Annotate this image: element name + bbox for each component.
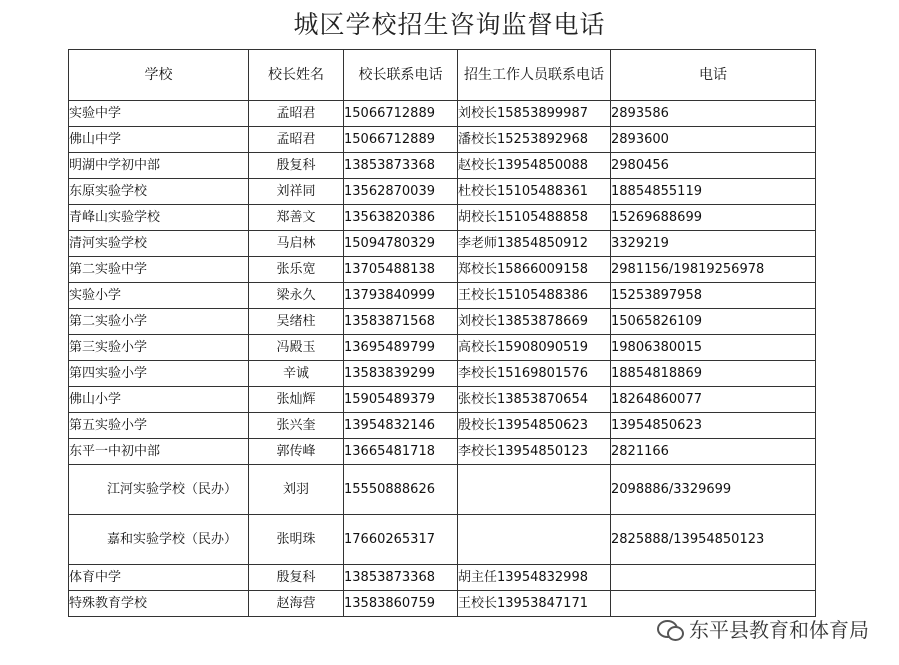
- principal-cell: 郭传峰: [249, 439, 344, 465]
- table-row: [69, 309, 816, 335]
- principal-phone-cell: 15905489379: [344, 387, 458, 413]
- principal-phone-cell: 15066712889: [344, 127, 458, 153]
- table-row: [69, 283, 816, 309]
- tel-cell: 2893600: [611, 127, 816, 153]
- school-cell: 清河实验学校: [69, 231, 249, 257]
- staff-phone-cell: [458, 465, 611, 515]
- tel-cell: 2098886/3329699: [611, 465, 816, 515]
- table-row: [69, 205, 816, 231]
- principal-cell: 辛诚: [249, 361, 344, 387]
- principal-cell: 赵海营: [249, 591, 344, 617]
- principal-cell: 殷复科: [249, 565, 344, 591]
- table-row: [69, 127, 816, 153]
- staff-phone-cell: 杜校长15105488361: [458, 179, 611, 205]
- principal-phone-cell: 13853873368: [344, 153, 458, 179]
- tel-cell: [611, 565, 816, 591]
- school-cell: 第二实验小学: [69, 309, 249, 335]
- tel-cell: 2893586: [611, 101, 816, 127]
- staff-phone-cell: 潘校长15253892968: [458, 127, 611, 153]
- staff-phone-cell: 胡校长15105488858: [458, 205, 611, 231]
- principal-phone-cell: 13695489799: [344, 335, 458, 361]
- principal-cell: 张明珠: [249, 515, 344, 565]
- tel-cell: 2980456: [611, 153, 816, 179]
- tel-cell: 2981156/19819256978: [611, 257, 816, 283]
- school-cell: 东原实验学校: [69, 179, 249, 205]
- staff-phone-cell: 李校长15169801576: [458, 361, 611, 387]
- table-row: [69, 515, 816, 565]
- school-cell-text: 江河实验学校（民办）: [107, 481, 238, 497]
- school-cell: 第三实验小学: [69, 335, 249, 361]
- principal-phone-cell: 15066712889: [344, 101, 458, 127]
- header-staff-phone: 招生工作人员联系电话: [458, 50, 611, 101]
- school-cell: 第二实验中学: [69, 257, 249, 283]
- principal-phone-cell: 13793840999: [344, 283, 458, 309]
- table-row: [69, 257, 816, 283]
- school-cell: 特殊教育学校: [69, 591, 249, 617]
- watermark: [657, 614, 869, 643]
- principal-cell: 郑善文: [249, 205, 344, 231]
- principal-phone-cell: 15550888626: [344, 465, 458, 515]
- staff-phone-cell: 刘校长13853878669: [458, 309, 611, 335]
- school-cell: 东平一中初中部: [69, 439, 249, 465]
- table-row: [69, 591, 816, 617]
- table-row: [69, 465, 816, 515]
- school-cell: 明湖中学初中部: [69, 153, 249, 179]
- principal-phone-cell: 15094780329: [344, 231, 458, 257]
- header-row: [69, 50, 816, 101]
- table-row: [69, 335, 816, 361]
- staff-phone-cell: 刘校长15853899987: [458, 101, 611, 127]
- tel-cell: 2821166: [611, 439, 816, 465]
- principal-cell: 冯殿玉: [249, 335, 344, 361]
- table-row: [69, 231, 816, 257]
- principal-cell: 张兴奎: [249, 413, 344, 439]
- staff-phone-cell: 赵校长13954850088: [458, 153, 611, 179]
- principal-phone-cell: 13665481718: [344, 439, 458, 465]
- principal-cell: 吴绪柱: [249, 309, 344, 335]
- table-row: [69, 413, 816, 439]
- school-cell: 青峰山实验学校: [69, 205, 249, 231]
- principal-phone-cell: 13705488138: [344, 257, 458, 283]
- header-principal-phone: 校长联系电话: [344, 50, 458, 101]
- table-row: [69, 361, 816, 387]
- tel-cell: 18854818869: [611, 361, 816, 387]
- table-row: [69, 153, 816, 179]
- tel-cell: 18854855119: [611, 179, 816, 205]
- school-cell: 佛山小学: [69, 387, 249, 413]
- principal-cell: 张灿辉: [249, 387, 344, 413]
- school-cell-text: 嘉和实验学校（民办）: [107, 531, 238, 547]
- tel-cell: 19806380015: [611, 335, 816, 361]
- table-row: [69, 387, 816, 413]
- staff-phone-cell: 李校长13954850123: [458, 439, 611, 465]
- header-school: 学校: [69, 50, 249, 101]
- school-cell: 实验小学: [69, 283, 249, 309]
- principal-phone-cell: 17660265317: [344, 515, 458, 565]
- wechat-icon: [657, 618, 683, 640]
- principal-cell: 孟昭君: [249, 127, 344, 153]
- header-principal: 校长姓名: [249, 50, 344, 101]
- staff-phone-cell: 张校长13853870654: [458, 387, 611, 413]
- staff-phone-cell: 王校长13953847171: [458, 591, 611, 617]
- school-cell: 体育中学: [69, 565, 249, 591]
- school-cell: 第五实验小学: [69, 413, 249, 439]
- school-cell: [69, 465, 249, 515]
- tel-cell: 2825888/13954850123: [611, 515, 816, 565]
- school-cell: 佛山中学: [69, 127, 249, 153]
- principal-cell: 孟昭君: [249, 101, 344, 127]
- school-cell: 实验中学: [69, 101, 249, 127]
- principal-cell: 马启林: [249, 231, 344, 257]
- staff-phone-cell: [458, 515, 611, 565]
- table-row: [69, 179, 816, 205]
- principal-phone-cell: 13853873368: [344, 565, 458, 591]
- header-tel: 电话: [611, 50, 816, 101]
- principal-cell: 殷复科: [249, 153, 344, 179]
- staff-phone-cell: 殷校长13954850623: [458, 413, 611, 439]
- principal-phone-cell: 13954832146: [344, 413, 458, 439]
- staff-phone-cell: 李老师13854850912: [458, 231, 611, 257]
- principal-cell: 刘祥同: [249, 179, 344, 205]
- principal-phone-cell: 13583839299: [344, 361, 458, 387]
- principal-phone-cell: 13583871568: [344, 309, 458, 335]
- staff-phone-cell: 郑校长15866009158: [458, 257, 611, 283]
- tel-cell: 15253897958: [611, 283, 816, 309]
- table-row: [69, 439, 816, 465]
- staff-phone-cell: 胡主任13954832998: [458, 565, 611, 591]
- tel-cell: 15065826109: [611, 309, 816, 335]
- tel-cell: 13954850623: [611, 413, 816, 439]
- staff-phone-cell: 王校长15105488386: [458, 283, 611, 309]
- school-cell: [69, 515, 249, 565]
- table-row: [69, 101, 816, 127]
- watermark-text: 东平县教育和体育局: [689, 618, 869, 642]
- tel-cell: 15269688699: [611, 205, 816, 231]
- staff-phone-cell: 高校长15908090519: [458, 335, 611, 361]
- tel-cell: [611, 591, 816, 617]
- table-row: [69, 565, 816, 591]
- contact-table: [68, 49, 816, 617]
- principal-cell: 张乐宽: [249, 257, 344, 283]
- principal-phone-cell: 13562870039: [344, 179, 458, 205]
- principal-cell: 刘羽: [249, 465, 344, 515]
- tel-cell: 3329219: [611, 231, 816, 257]
- tel-cell: 18264860077: [611, 387, 816, 413]
- principal-phone-cell: 13583860759: [344, 591, 458, 617]
- page-title: 城区学校招生咨询监督电话: [293, 10, 606, 39]
- principal-cell: 梁永久: [249, 283, 344, 309]
- school-cell: 第四实验小学: [69, 361, 249, 387]
- principal-phone-cell: 13563820386: [344, 205, 458, 231]
